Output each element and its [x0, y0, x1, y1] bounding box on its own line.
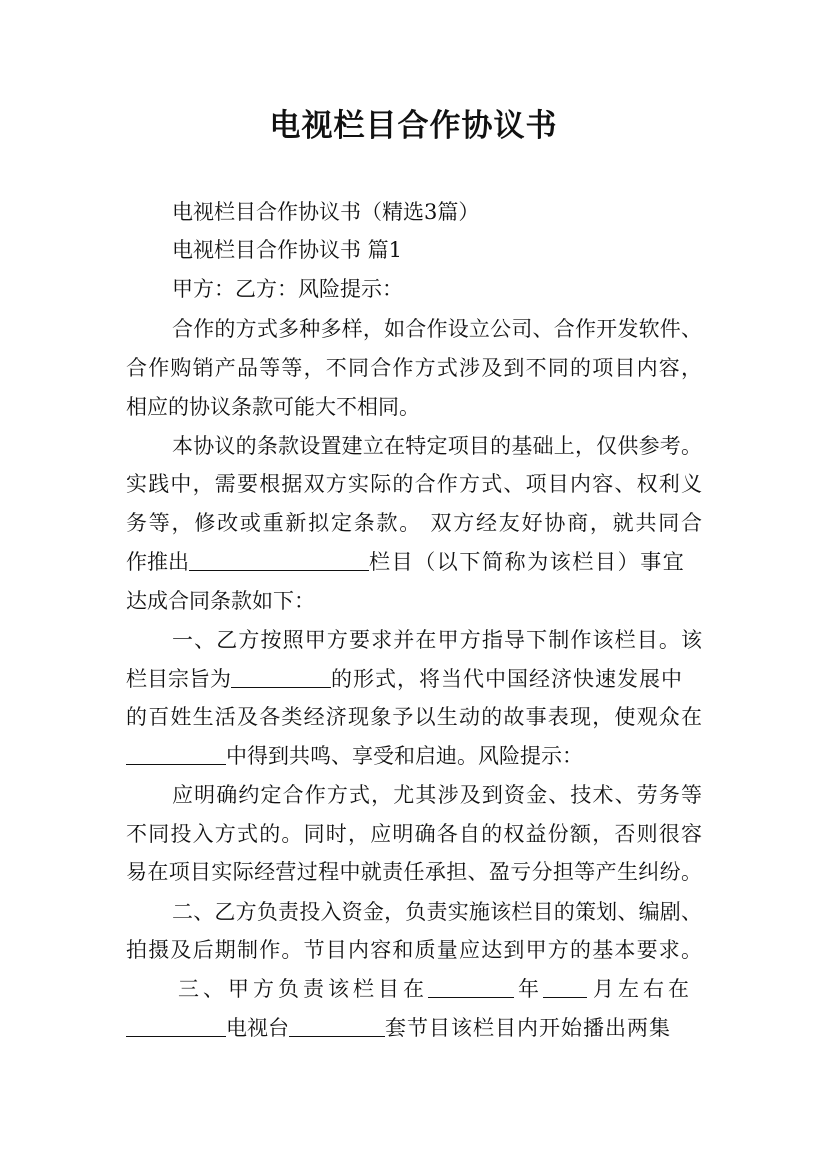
text-segment: 作推出 [126, 550, 189, 574]
text-segment: 的形式，将当代中国经济快速发展中 [331, 667, 683, 691]
text-segment: 月左右在 [593, 977, 693, 1001]
fill-in-blank[interactable] [231, 667, 331, 688]
paragraph-line [126, 664, 702, 694]
paragraph-line: 本协议的条款设置建立在特定项目的基础上，仅供参考。 [172, 434, 702, 458]
fill-in-blank[interactable] [543, 977, 587, 998]
paragraph-line: 实践中，需要根据双方实际的合作方式、项目内容、权利义 [126, 472, 702, 496]
fill-in-blank[interactable] [289, 1016, 385, 1037]
paragraph-line: 合作购销产品等等，不同合作方式涉及到不同的项目内容， [126, 356, 702, 380]
text-segment: 年 [518, 977, 539, 1001]
text-segment: 三、甲方负责该栏目在 [178, 977, 428, 1001]
paragraph-line: 达成合同条款如下： [126, 589, 315, 613]
fill-in-blank[interactable] [428, 977, 514, 998]
section-heading: 电视栏目合作协议书 篇1 [172, 238, 403, 262]
paragraph-line: 应明确约定合作方式，尤其涉及到资金、技术、劳务等 [172, 783, 702, 807]
paragraph-line [178, 974, 702, 1004]
subtitle-line: 电视栏目合作协议书（精选3篇） [172, 200, 480, 224]
text-segment: 套节目该栏目内开始播出两集 [385, 1016, 671, 1040]
document-title: 电视栏目合作协议书 [269, 108, 558, 144]
fill-in-blank[interactable] [126, 744, 226, 765]
paragraph-line: 一、乙方按照甲方要求并在甲方指导下制作该栏目。该 [172, 628, 702, 652]
paragraph-line: 相应的协议条款可能大不相同。 [126, 395, 420, 419]
text-segment: 栏目宗旨为 [126, 667, 231, 691]
paragraph-line [126, 547, 702, 577]
parties-line: 甲方：乙方：风险提示： [172, 277, 403, 301]
fill-in-blank[interactable] [189, 550, 369, 571]
text-segment: 栏目（以下简称为该栏目）事宜 [369, 550, 686, 574]
text-segment: 电视台 [226, 1016, 289, 1040]
paragraph-line: 合作的方式多种多样，如合作设立公司、合作开发软件、 [172, 317, 702, 341]
paragraph-line: 的百姓生活及各类经济现象予以生动的故事表现，使观众在 [126, 705, 702, 729]
text-segment: 中得到共鸣、享受和启迪。风险提示： [226, 744, 583, 768]
paragraph-line: 易在项目实际经营过程中就责任承担、盈亏分担等产生纠纷。 [126, 860, 702, 884]
paragraph-line: 务等，修改或重新拟定条款。 双方经友好协商，就共同合 [126, 511, 702, 535]
fill-in-blank[interactable] [126, 1016, 226, 1037]
paragraph-line [126, 1013, 702, 1043]
paragraph-line: 不同投入方式的。同时，应明确各自的权益份额，否则很容 [126, 822, 702, 846]
paragraph-line: 二、乙方负责投入资金，负责实施该栏目的策划、编剧、 [172, 900, 702, 924]
paragraph-line [126, 741, 702, 771]
paragraph-line: 拍摄及后期制作。节目内容和质量应达到甲方的基本要求。 [126, 938, 702, 962]
